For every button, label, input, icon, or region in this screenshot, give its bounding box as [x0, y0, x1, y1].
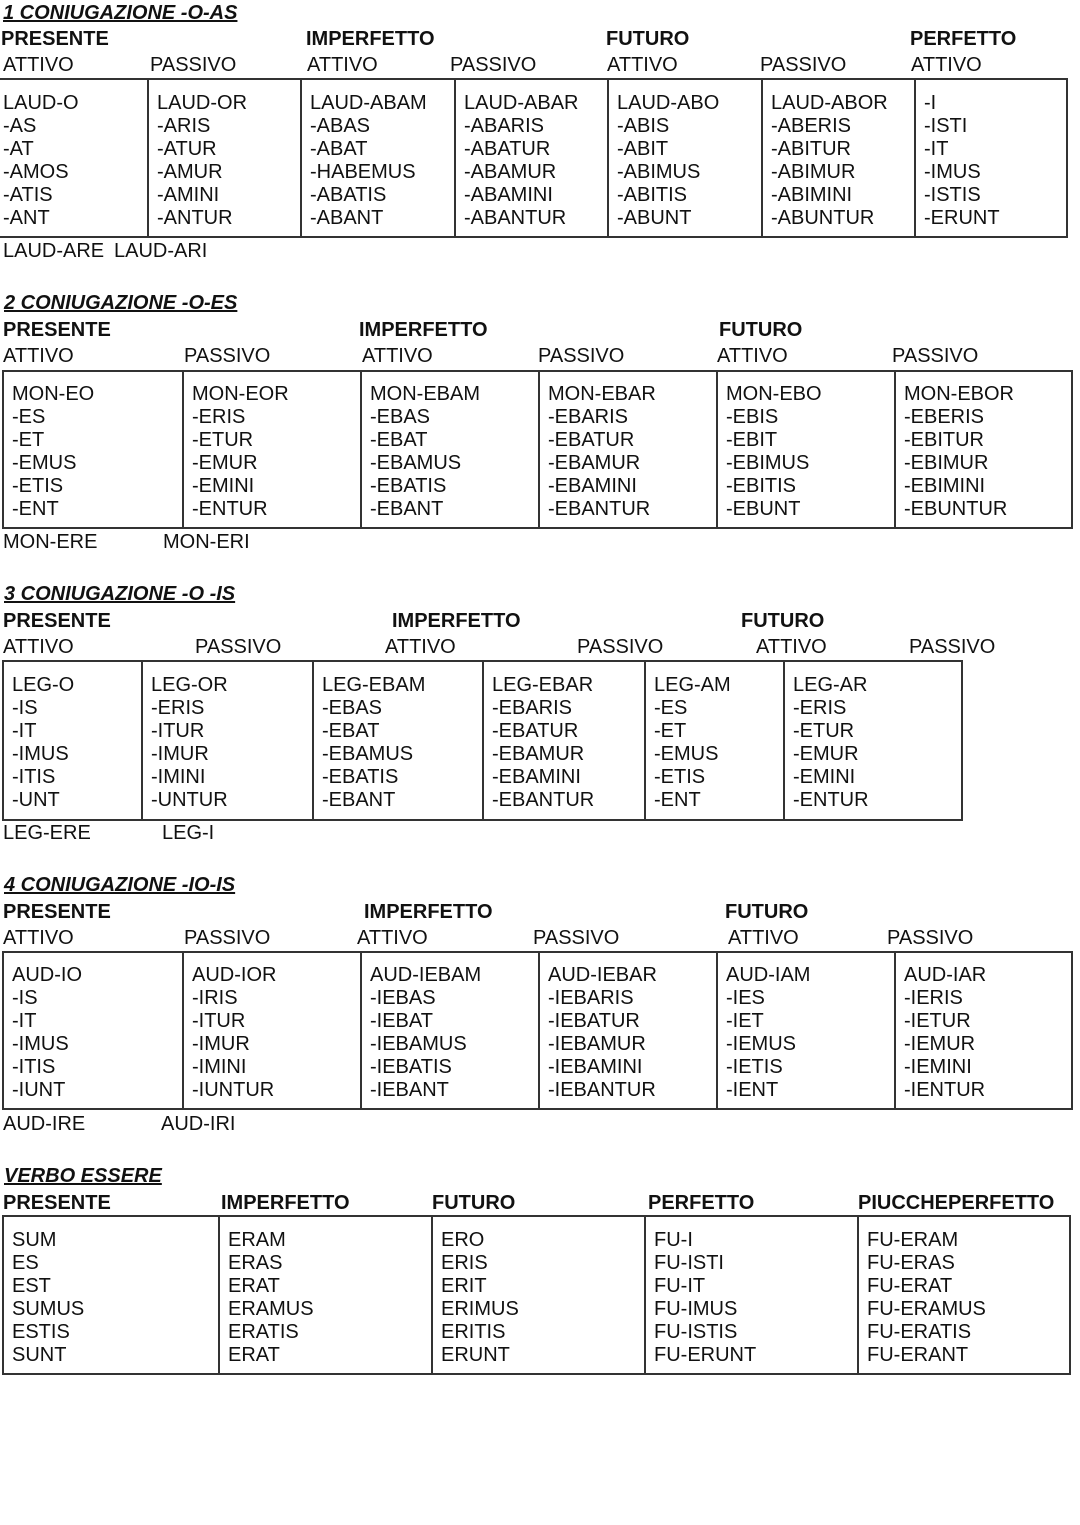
- s4-voice-3: ATTIVO: [357, 927, 428, 949]
- s1-voice-1: ATTIVO: [3, 54, 74, 76]
- form: -EBANT: [370, 498, 444, 520]
- s2-voice-1: ATTIVO: [3, 345, 74, 367]
- form: FU-ERAS: [867, 1252, 955, 1274]
- form: -EMUR: [192, 452, 258, 474]
- form: FU-ERAMUS: [867, 1298, 986, 1320]
- form: -ABANTUR: [464, 207, 567, 229]
- form: -EBITUR: [904, 429, 984, 451]
- form: -ERUNT: [924, 207, 1000, 229]
- form: FU-ERANT: [867, 1344, 969, 1366]
- s2-table: [2, 370, 1073, 529]
- s5-col: [4, 1217, 218, 1373]
- form: -ABITIS: [617, 184, 688, 206]
- s3-infinitive-passive: LEG-I: [162, 822, 215, 844]
- form: -ABATUR: [464, 138, 551, 160]
- s3-tense-imperfetto: IMPERFETTO: [392, 610, 521, 632]
- form: -EBAMUS: [322, 743, 414, 765]
- form: -EBUNT: [726, 498, 801, 520]
- form: -EBAT: [322, 720, 380, 742]
- form: -ERIS: [192, 406, 246, 428]
- form: -ERIS: [793, 697, 847, 719]
- form: -ET: [654, 720, 687, 742]
- s4-col: [716, 953, 894, 1108]
- form: MON-EBAM: [370, 383, 480, 405]
- form: AUD-IAM: [726, 964, 811, 986]
- s4-col: [182, 953, 360, 1108]
- form: LAUD-ABOR: [771, 92, 888, 114]
- form: FU-ERATIS: [867, 1321, 972, 1343]
- form: -ITUR: [151, 720, 205, 742]
- s2-col: [538, 372, 716, 527]
- s5-tense-imperfetto: IMPERFETTO: [221, 1192, 350, 1214]
- s3-tense-presente: PRESENTE: [3, 610, 111, 632]
- form: LAUD-O: [3, 92, 79, 114]
- form: ERIT: [441, 1275, 487, 1297]
- form: -EBAMINI: [492, 766, 581, 788]
- s3-tense-futuro: FUTURO: [741, 610, 825, 632]
- form: -IETIS: [726, 1056, 783, 1078]
- s4-tense-imperfetto: IMPERFETTO: [364, 901, 493, 923]
- form: -EBIT: [726, 429, 778, 451]
- s5-col: [431, 1217, 644, 1373]
- form: -EBAS: [322, 697, 383, 719]
- s3-col: [482, 662, 644, 819]
- form: ERIMUS: [441, 1298, 519, 1320]
- s2-voice-6: PASSIVO: [892, 345, 979, 367]
- form: -EBERIS: [904, 406, 985, 428]
- form: -EBUNTUR: [904, 498, 1008, 520]
- form: -ANTUR: [157, 207, 233, 229]
- form: FU-IMUS: [654, 1298, 738, 1320]
- form: AUD-IAR: [904, 964, 987, 986]
- form: -EBANTUR: [548, 498, 651, 520]
- form: -EBIS: [726, 406, 779, 428]
- form: ERAT: [228, 1275, 280, 1297]
- form: -IT: [12, 1010, 37, 1032]
- s3-voice-2: PASSIVO: [195, 636, 282, 658]
- form: -ITIS: [12, 1056, 56, 1078]
- form: -ENTUR: [192, 498, 268, 520]
- s2-col: [360, 372, 538, 527]
- s4-col: [538, 953, 716, 1108]
- s3-col: [4, 662, 141, 819]
- form: -IEBANTUR: [548, 1079, 656, 1101]
- s3-col: [141, 662, 312, 819]
- form: -EBIMUR: [904, 452, 989, 474]
- section-1-title: 1 CONIUGAZIONE -O-AS: [3, 2, 238, 24]
- s4-voice-6: PASSIVO: [887, 927, 974, 949]
- s3-col: [312, 662, 482, 819]
- s4-col: [360, 953, 538, 1108]
- form: -IS: [12, 987, 38, 1009]
- form: -IMINI: [192, 1056, 247, 1078]
- form: AUD-IEBAM: [370, 964, 482, 986]
- form: ERIS: [441, 1252, 488, 1274]
- form: ERITIS: [441, 1321, 506, 1343]
- s1-tense-perfetto: PERFETTO: [910, 28, 1017, 50]
- form: -EMUS: [654, 743, 719, 765]
- form: -EBIMUS: [726, 452, 810, 474]
- s5-tense-futuro: FUTURO: [432, 1192, 516, 1214]
- form: -IMINI: [151, 766, 206, 788]
- s4-infinitive-active: AUD-IRE: [3, 1113, 86, 1135]
- form: -IES: [726, 987, 765, 1009]
- form: -IS: [12, 697, 38, 719]
- form: -IENTUR: [904, 1079, 986, 1101]
- s3-voice-4: PASSIVO: [577, 636, 664, 658]
- form: -IRIS: [192, 987, 238, 1009]
- form: -ABANT: [310, 207, 384, 229]
- form: AUD-IOR: [192, 964, 277, 986]
- form: -EBANT: [322, 789, 396, 811]
- s5-col: [218, 1217, 431, 1373]
- form: -IMUS: [924, 161, 981, 183]
- s3-col: [644, 662, 783, 819]
- s5-tense-presente: PRESENTE: [3, 1192, 111, 1214]
- form: -IEBANT: [370, 1079, 449, 1101]
- form: -EMINI: [192, 475, 255, 497]
- form: -ISTI: [924, 115, 968, 137]
- form: SUM: [12, 1229, 57, 1251]
- form: -EMINI: [793, 766, 856, 788]
- form: ERATIS: [228, 1321, 299, 1343]
- form: -EBARIS: [492, 697, 573, 719]
- section-5-title: VERBO ESSERE: [4, 1165, 162, 1187]
- s4-voice-2: PASSIVO: [184, 927, 271, 949]
- form: LEG-EBAM: [322, 674, 426, 696]
- s5-col: [644, 1217, 857, 1373]
- form: -AMINI: [157, 184, 220, 206]
- form: -IEMUS: [726, 1033, 796, 1055]
- form: ES: [12, 1252, 39, 1274]
- form: -ETUR: [793, 720, 855, 742]
- form: -ENTUR: [793, 789, 869, 811]
- form: -ES: [654, 697, 688, 719]
- form: -AMOS: [3, 161, 69, 183]
- s4-voice-5: ATTIVO: [728, 927, 799, 949]
- s3-voice-1: ATTIVO: [3, 636, 74, 658]
- form: -UNT: [12, 789, 60, 811]
- s2-col: [716, 372, 894, 527]
- form: MON-EOR: [192, 383, 289, 405]
- form: -AS: [3, 115, 37, 137]
- form: -ABIMUS: [617, 161, 701, 183]
- s4-tense-futuro: FUTURO: [725, 901, 809, 923]
- form: -ENT: [654, 789, 701, 811]
- s1-voice-6: PASSIVO: [760, 54, 847, 76]
- form: -IMUR: [151, 743, 209, 765]
- s1-infinitive-active: LAUD-ARE: [3, 240, 105, 262]
- s1-voice-5: ATTIVO: [607, 54, 678, 76]
- s4-infinitive-passive: AUD-IRI: [161, 1113, 236, 1135]
- form: -ABAMUR: [464, 161, 557, 183]
- form: MON-EO: [12, 383, 95, 405]
- form: -EBANTUR: [492, 789, 595, 811]
- form: -HABEMUS: [310, 161, 416, 183]
- s3-voice-6: PASSIVO: [909, 636, 996, 658]
- form: -ABAT: [310, 138, 368, 160]
- form: MON-EBAR: [548, 383, 656, 405]
- form: -ARIS: [157, 115, 211, 137]
- form: -ABARIS: [464, 115, 545, 137]
- form: -EBAS: [370, 406, 431, 428]
- form: ERO: [441, 1229, 485, 1251]
- form: -ABIMINI: [771, 184, 853, 206]
- form: -IETUR: [904, 1010, 971, 1032]
- form: -IEBATIS: [370, 1056, 452, 1078]
- form: -IEMINI: [904, 1056, 972, 1078]
- form: LAUD-ABO: [617, 92, 720, 114]
- form: LEG-AR: [793, 674, 868, 696]
- form: -IUNTUR: [192, 1079, 275, 1101]
- form: LAUD-OR: [157, 92, 248, 114]
- form: -ABUNT: [617, 207, 692, 229]
- s2-infinitive-passive: MON-ERI: [163, 531, 250, 553]
- form: -IMUS: [12, 1033, 69, 1055]
- s1-col: [454, 80, 607, 236]
- s2-col: [182, 372, 360, 527]
- form: -EMUR: [793, 743, 859, 765]
- form: -ABIMUR: [771, 161, 856, 183]
- form: -ETIS: [654, 766, 706, 788]
- form: AUD-IO: [12, 964, 82, 986]
- s1-col: [607, 80, 761, 236]
- form: -ABATIS: [310, 184, 387, 206]
- form: -IET: [726, 1010, 764, 1032]
- form: -EBATUR: [492, 720, 579, 742]
- s4-voice-1: ATTIVO: [3, 927, 74, 949]
- form: -ES: [12, 406, 46, 428]
- s5-tense-perfetto: PERFETTO: [648, 1192, 755, 1214]
- form: -EBAMUR: [548, 452, 641, 474]
- form: LAUD-ABAR: [464, 92, 579, 114]
- form: LEG-O: [12, 674, 75, 696]
- s1-col: [147, 80, 300, 236]
- form: ERAS: [228, 1252, 283, 1274]
- form: -IEBATUR: [548, 1010, 640, 1032]
- form: -IUNT: [12, 1079, 66, 1101]
- form: -EBATUR: [548, 429, 635, 451]
- form: -IMUR: [192, 1033, 250, 1055]
- s3-voice-3: ATTIVO: [385, 636, 456, 658]
- s1-infinitive-passive: LAUD-ARI: [114, 240, 208, 262]
- s2-infinitive-active: MON-ERE: [3, 531, 98, 553]
- s2-tense-futuro: FUTURO: [719, 319, 803, 341]
- form: -ABAMINI: [464, 184, 553, 206]
- form: -IEBARIS: [548, 987, 634, 1009]
- form: -IEMUR: [904, 1033, 976, 1055]
- form: FU-IT: [654, 1275, 706, 1297]
- form: -ABUNTUR: [771, 207, 875, 229]
- form: FU-ERUNT: [654, 1344, 757, 1366]
- form: FU-ERAM: [867, 1229, 959, 1251]
- form: -ATIS: [3, 184, 53, 206]
- form: -ITUR: [192, 1010, 246, 1032]
- s2-voice-2: PASSIVO: [184, 345, 271, 367]
- form: -IENT: [726, 1079, 779, 1101]
- form: -IMUS: [12, 743, 69, 765]
- s3-table: [2, 660, 963, 821]
- form: -ET: [12, 429, 45, 451]
- s4-col: [894, 953, 1071, 1108]
- form: ERUNT: [441, 1344, 510, 1366]
- form: -EBIMINI: [904, 475, 986, 497]
- form: -EBAMUS: [370, 452, 462, 474]
- form: -ISTIS: [924, 184, 981, 206]
- form: FU-ISTIS: [654, 1321, 738, 1343]
- form: -ERIS: [151, 697, 205, 719]
- s4-voice-4: PASSIVO: [533, 927, 620, 949]
- form: FU-ERAT: [867, 1275, 953, 1297]
- s1-voice-3: ATTIVO: [307, 54, 378, 76]
- form: LAUD-ABAM: [310, 92, 427, 114]
- form: -IT: [12, 720, 37, 742]
- s1-voice-2: PASSIVO: [150, 54, 237, 76]
- form: -EBAMINI: [548, 475, 637, 497]
- section-4-title: 4 CONIUGAZIONE -IO-IS: [4, 874, 236, 896]
- form: -ANT: [3, 207, 50, 229]
- form: -IERIS: [904, 987, 963, 1009]
- form: FU-I: [654, 1229, 693, 1251]
- form: -IEBAMINI: [548, 1056, 643, 1078]
- form: -IEBAT: [370, 1010, 433, 1032]
- form: -EBAMUR: [492, 743, 585, 765]
- form: ERAMUS: [228, 1298, 314, 1320]
- s1-col: [914, 80, 1066, 236]
- form: -AT: [3, 138, 34, 160]
- s4-col: [4, 953, 182, 1108]
- form: EST: [12, 1275, 51, 1297]
- s2-col: [4, 372, 182, 527]
- form: -IEBAMUS: [370, 1033, 467, 1055]
- form: -UNTUR: [151, 789, 228, 811]
- s1-voice-7: ATTIVO: [911, 54, 982, 76]
- form: LEG-EBAR: [492, 674, 594, 696]
- s1-col: [300, 80, 454, 236]
- form: SUNT: [12, 1344, 67, 1366]
- s2-tense-presente: PRESENTE: [3, 319, 111, 341]
- form: FU-ISTI: [654, 1252, 724, 1274]
- form: -ETIS: [12, 475, 64, 497]
- form: -ENT: [12, 498, 59, 520]
- s1-col: [0, 80, 147, 236]
- form: AUD-IEBAR: [548, 964, 657, 986]
- form: -I: [924, 92, 937, 114]
- form: ESTIS: [12, 1321, 70, 1343]
- s3-infinitive-active: LEG-ERE: [3, 822, 91, 844]
- s2-tense-imperfetto: IMPERFETTO: [359, 319, 488, 341]
- s1-col: [761, 80, 914, 236]
- form: -IEBAS: [370, 987, 436, 1009]
- s1-table: [0, 78, 1068, 238]
- form: -EBARIS: [548, 406, 629, 428]
- s1-tense-presente: PRESENTE: [1, 28, 109, 50]
- form: -IT: [924, 138, 949, 160]
- form: -ABERIS: [771, 115, 852, 137]
- s3-col: [783, 662, 961, 819]
- s4-tense-presente: PRESENTE: [3, 901, 111, 923]
- form: MON-EBOR: [904, 383, 1014, 405]
- form: -ABIT: [617, 138, 669, 160]
- form: -ETUR: [192, 429, 254, 451]
- form: LEG-OR: [151, 674, 228, 696]
- form: -IEBAMUR: [548, 1033, 646, 1055]
- form: -ABITUR: [771, 138, 851, 160]
- form: SUMUS: [12, 1298, 85, 1320]
- s2-voice-5: ATTIVO: [717, 345, 788, 367]
- s3-voice-5: ATTIVO: [756, 636, 827, 658]
- s2-voice-4: PASSIVO: [538, 345, 625, 367]
- form: -ATUR: [157, 138, 217, 160]
- section-3-title: 3 CONIUGAZIONE -O -IS: [4, 583, 236, 605]
- s5-col: [857, 1217, 1069, 1373]
- form: -EBITIS: [726, 475, 797, 497]
- form: ERAT: [228, 1344, 280, 1366]
- s1-tense-imperfetto: IMPERFETTO: [306, 28, 435, 50]
- form: -EBAT: [370, 429, 428, 451]
- section-2-title: 2 CONIUGAZIONE -O-ES: [4, 292, 238, 314]
- s2-voice-3: ATTIVO: [362, 345, 433, 367]
- s5-table: [2, 1215, 1071, 1375]
- form: MON-EBO: [726, 383, 822, 405]
- form: -ABAS: [310, 115, 371, 137]
- form: ERAM: [228, 1229, 286, 1251]
- s5-tense-piuccheperfetto: PIUCCHEPERFETTO: [858, 1192, 1055, 1214]
- form: -EMUS: [12, 452, 77, 474]
- s1-tense-futuro: FUTURO: [606, 28, 690, 50]
- s1-voice-4: PASSIVO: [450, 54, 537, 76]
- form: LEG-AM: [654, 674, 731, 696]
- form: -ABIS: [617, 115, 670, 137]
- form: -ITIS: [12, 766, 56, 788]
- s4-table: [2, 951, 1073, 1110]
- form: -EBATIS: [322, 766, 399, 788]
- s2-col: [894, 372, 1071, 527]
- form: -AMUR: [157, 161, 223, 183]
- form: -EBATIS: [370, 475, 447, 497]
